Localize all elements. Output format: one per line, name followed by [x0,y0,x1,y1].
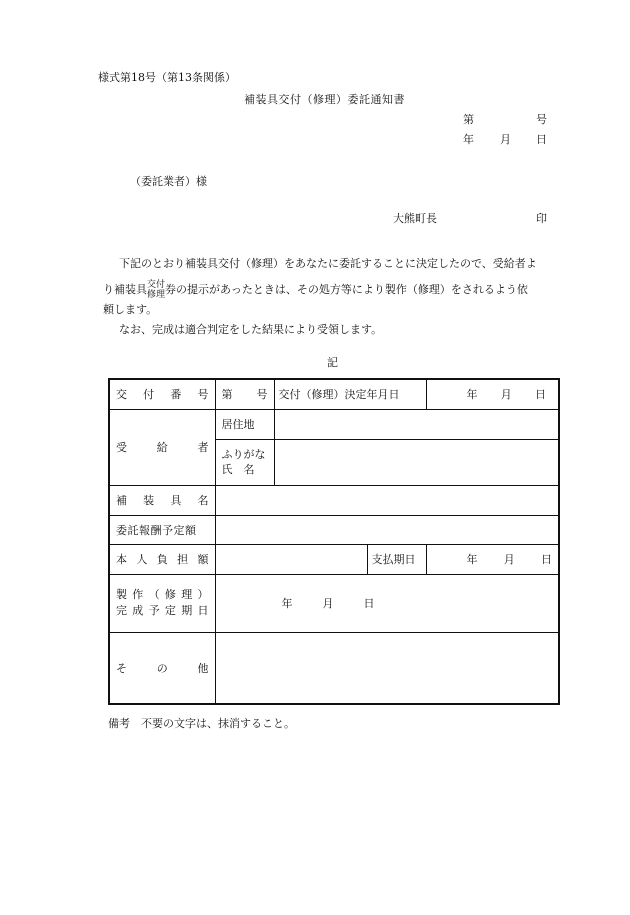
date-year: 年 [463,133,474,146]
body-paragraph [103,252,581,342]
ymd-d: 日 [535,388,546,402]
address-field[interactable] [274,409,559,439]
ymd-m: 月 [500,388,512,402]
device-name-field[interactable] [215,485,559,515]
addressee: （委託業者）様 [130,175,207,188]
date-day: 日 [536,133,547,146]
sender-name: 大熊町長 [393,212,437,225]
ymd-d: 日 [363,597,375,610]
details-table [108,378,560,705]
ruby-bottom: 修理 [147,290,166,300]
body-line-1: 下記のとおり補装具交付（修理）をあなたに委託することに決定したので、受給者よ [119,257,537,270]
form-number: 様式第18号（第13条関係） [98,71,236,84]
body-line-2 [103,278,581,302]
issue-no-cell [215,379,274,409]
remarks-note: 備考 不要の文字は、抹消すること。 [108,717,295,730]
body-line-3: 頼します。 [103,303,158,316]
self-pay-label: 本 人 負 担 額 [109,544,215,574]
ymd-y: 年 [466,388,478,402]
doc-number-prefix: 第 [463,113,474,126]
document-title: 補装具交付（修理）委託通知書 [244,93,405,106]
furigana-label: ふりがな [221,448,266,461]
completion-label: 製 作 （ 修 理 ） 完 成 予 定 期 日 [109,574,215,632]
seal-mark: 印 [536,212,547,225]
payment-date-label: 支払期日 [367,544,426,574]
ymd-m: 月 [503,553,515,566]
device-name-label: 補 装 具 名 [109,485,215,515]
body-line-4: なお、完成は適合判定をした結果により受領します。 [119,323,383,336]
ruby-top: 交付 [147,280,166,290]
completion-date-cell[interactable] [215,574,559,632]
ruby-choice [147,280,165,300]
body-line-2-post: 券の提示があったときは、その処方等により製作（修理）をされるよう依 [165,283,528,296]
payment-date-cell [426,544,559,574]
issue-no-label: 交 付 番 号 [109,379,215,409]
ymd-y: 年 [466,553,478,566]
name-field[interactable] [274,439,559,485]
decision-date-cell [426,379,559,409]
other-label: そ の 他 [109,632,215,704]
recipient-label: 受 給 者 [109,409,215,485]
ki-label: 記 [327,356,338,369]
issue-no-prefix: 第 [221,388,233,402]
doc-number-suffix: 号 [536,113,547,126]
ymd-m: 月 [322,597,334,610]
ymd-d: 日 [541,553,552,566]
name-label: 氏 名 [221,463,255,476]
furigana-name-label [215,439,274,485]
commission-field[interactable] [215,515,559,544]
self-pay-field[interactable] [215,544,367,574]
body-line-2-pre: り補装具 [103,283,147,296]
other-field[interactable] [215,632,559,704]
ymd-y: 年 [281,597,293,610]
commission-label: 委託報酬予定額 [109,515,215,544]
decision-date-label: 交付（修理）決定年月日 [274,379,426,409]
issue-no-suffix: 号 [256,388,268,402]
address-label: 居住地 [215,409,274,439]
date-month: 月 [500,133,511,146]
